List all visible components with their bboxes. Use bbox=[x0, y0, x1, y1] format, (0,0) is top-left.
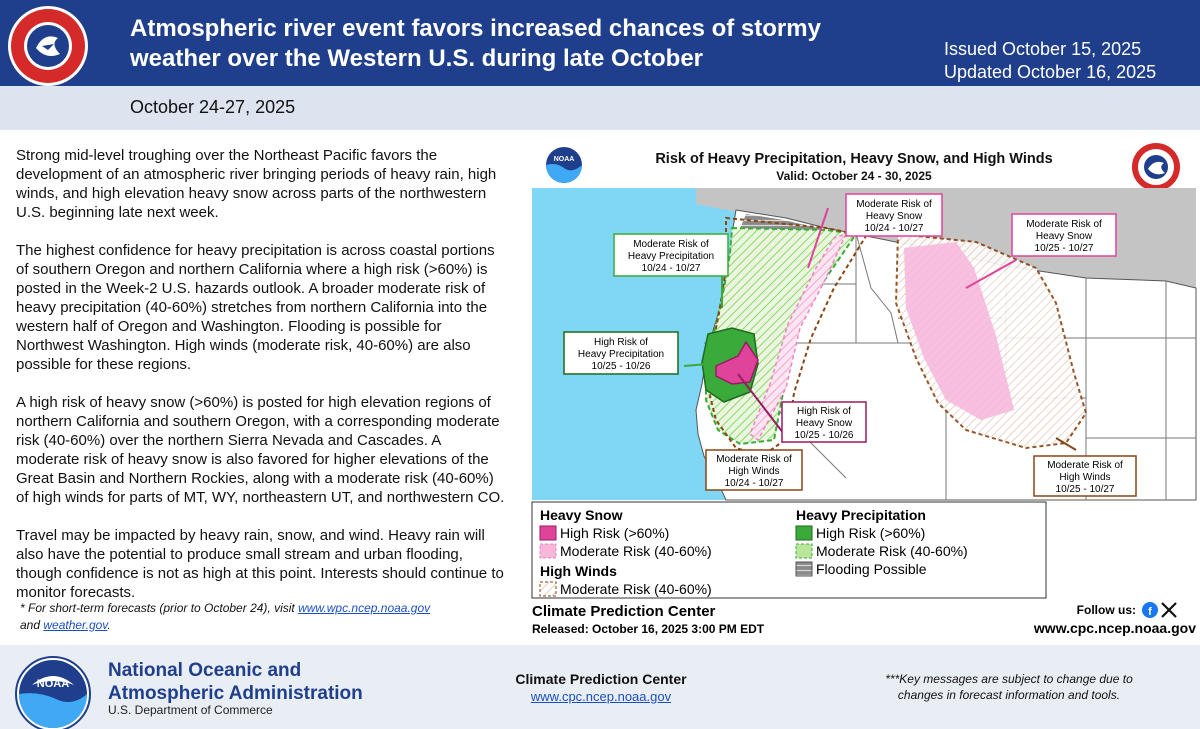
issued-dates bbox=[944, 38, 1156, 84]
callout-line: 10/24 - 10/27 bbox=[864, 223, 924, 234]
short-term-footnote bbox=[20, 600, 510, 634]
legend-swatch bbox=[796, 526, 812, 540]
legend-heading-snow: Heavy Snow bbox=[540, 507, 623, 523]
callout-line: 10/25 - 10/27 bbox=[1055, 484, 1115, 495]
callout-line: 10/24 - 10/27 bbox=[641, 263, 701, 274]
date-range: October 24-27, 2025 bbox=[130, 97, 296, 117]
legend-label: Moderate Risk (40-60%) bbox=[560, 543, 712, 559]
callout-line: Moderate Risk of bbox=[856, 199, 932, 210]
cpc-label: Climate Prediction Center bbox=[532, 603, 716, 620]
legend-label: Flooding Possible bbox=[816, 561, 927, 577]
key-messages-note: ***Key messages are subject to change due to changes in forecast information and tools. bbox=[885, 672, 1133, 702]
paragraph: A high risk of heavy snow (>60%) is posted for high elevation regions of northern California and southern Oregon, with a corresponding moderate risk (40-60%) over the northern Sierra Nevada and Cascades. A moderate risk of heavy snow is also favored for higher elevations of the Great Basin and Northern Rockies, along with a moderate risk (40-60%) of high winds for parts of MT, WY, northeastern UT, and northwestern CO. bbox=[16, 394, 505, 506]
legend-heading-winds: High Winds bbox=[540, 563, 617, 579]
callout-line: Moderate Risk of bbox=[1026, 219, 1102, 230]
footer-cpc-link[interactable]: www.cpc.ncep.noaa.gov bbox=[530, 689, 672, 704]
callout-line: Heavy Snow bbox=[1035, 231, 1093, 242]
map-valid: Valid: October 24 - 30, 2025 bbox=[776, 169, 932, 183]
org-line1: National Oceanic and bbox=[108, 660, 302, 681]
legend-swatch bbox=[540, 582, 556, 596]
footer-bar bbox=[0, 645, 1200, 729]
legend-label: Moderate Risk (40-60%) bbox=[560, 581, 712, 597]
callout-mod-precip bbox=[614, 234, 728, 276]
callout-line: Moderate Risk of bbox=[716, 454, 792, 465]
follow-label: Follow us: bbox=[1076, 603, 1136, 617]
callout-mod-snow-wa bbox=[846, 194, 942, 236]
footer-cpc: Climate Prediction Center bbox=[515, 671, 687, 687]
callout-line: 10/24 - 10/27 bbox=[724, 478, 784, 489]
updated-text: Updated October 16, 2025 bbox=[944, 62, 1157, 82]
released-label: Released: October 16, 2025 3:00 PM EDT bbox=[532, 622, 765, 636]
legend-heading-precip: Heavy Precipitation bbox=[796, 507, 926, 523]
callout-line: Heavy Snow bbox=[865, 211, 923, 222]
svg-text:f: f bbox=[1148, 606, 1152, 618]
issued-text: Issued October 15, 2025 bbox=[944, 39, 1142, 59]
paragraph: The highest confidence for heavy precipitation is across coastal portions of southern Oregon and northern California where a high risk (>60%) is posted in the Week-2 U.S. hazards outlook. A broader moderate risk of heavy precipitation (40-60%) stretches from northern California into the western half of Oregon and Washington. Flooding is possible for Northwest Washington. High winds (moderate risk, 40-60%) are also possible for these regions. bbox=[16, 242, 495, 373]
footnote-end: . bbox=[107, 618, 111, 632]
legend-swatch bbox=[540, 544, 556, 558]
nws-logo bbox=[6, 4, 90, 88]
cpc-url[interactable]: www.cpc.ncep.noaa.gov bbox=[1033, 620, 1196, 636]
facebook-icon[interactable] bbox=[1142, 602, 1158, 618]
hazards-map-panel bbox=[526, 138, 1200, 638]
date-range-bar bbox=[0, 86, 1200, 130]
callout-line: Heavy Snow bbox=[795, 418, 853, 429]
callout-high-precip bbox=[564, 332, 678, 374]
noaa-badge-text: NOAA bbox=[553, 156, 575, 163]
callout-line: Heavy Precipitation bbox=[627, 251, 715, 262]
hazards-map bbox=[526, 138, 1200, 638]
footnote-and: and bbox=[20, 618, 44, 632]
org-line2: Atmospheric Administration bbox=[108, 683, 363, 704]
callout-line: 10/25 - 10/27 bbox=[1034, 243, 1094, 254]
callout-line: Moderate Risk of bbox=[1047, 460, 1123, 471]
callout-line: High Winds bbox=[1059, 472, 1111, 483]
callout-winds-east bbox=[1034, 456, 1136, 496]
callout-high-snow bbox=[782, 402, 866, 442]
discussion-text bbox=[16, 146, 506, 621]
legend-swatch bbox=[796, 544, 812, 558]
callout-winds-west bbox=[706, 450, 802, 490]
footnote-prefix: * For short-term forecasts (prior to October 24), visit bbox=[20, 601, 299, 615]
legend-label: Moderate Risk (40-60%) bbox=[816, 543, 968, 559]
legend-swatch bbox=[796, 562, 812, 576]
callout-line: High Winds bbox=[728, 466, 780, 477]
weather-gov-link[interactable]: weather.gov bbox=[43, 618, 108, 632]
map-legend bbox=[532, 502, 1046, 598]
page-title: Atmospheric river event favors increased chances of stormy weather over the Western U.S. during late October bbox=[130, 15, 821, 72]
wpc-link[interactable]: www.wpc.ncep.noaa.gov bbox=[298, 601, 431, 615]
legend-label: High Risk (>60%) bbox=[560, 525, 670, 541]
callout-line: Moderate Risk of bbox=[633, 239, 709, 250]
legend-swatch bbox=[540, 526, 556, 540]
callout-line: High Risk of bbox=[594, 337, 648, 348]
legend-label: High Risk (>60%) bbox=[816, 525, 926, 541]
header-bar bbox=[0, 0, 1200, 86]
callout-line: Heavy Precipitation bbox=[577, 349, 665, 360]
x-icon[interactable] bbox=[1162, 603, 1176, 617]
callout-line: High Risk of bbox=[797, 406, 851, 417]
map-title: Risk of Heavy Precipitation, Heavy Snow, and High Winds bbox=[655, 151, 1053, 167]
callout-line: 10/25 - 10/26 bbox=[794, 430, 854, 441]
org-name bbox=[108, 659, 363, 705]
paragraph: Travel may be impacted by heavy rain, snow, and wind. Heavy rain will also have the potential to produce small stream and urban flooding, though confidence is not as high at this point. Interests should continue to monitor forecasts. bbox=[16, 527, 504, 601]
nws-badge-icon bbox=[1135, 146, 1177, 188]
noaa-badge-icon bbox=[546, 147, 582, 183]
noaa-logo bbox=[14, 655, 92, 729]
dept-name: U.S. Department of Commerce bbox=[108, 703, 273, 717]
callout-line: 10/25 - 10/26 bbox=[591, 361, 651, 372]
callout-mod-snow-mt bbox=[1012, 214, 1116, 256]
paragraph: Strong mid-level troughing over the Northeast Pacific favors the development of an atmospheric river bringing periods of heavy rain, high winds, and high elevation heavy snow across parts of the northwestern U.S. beginning late next week. bbox=[16, 147, 497, 221]
noaa-logo-text: NOAA bbox=[36, 678, 70, 690]
